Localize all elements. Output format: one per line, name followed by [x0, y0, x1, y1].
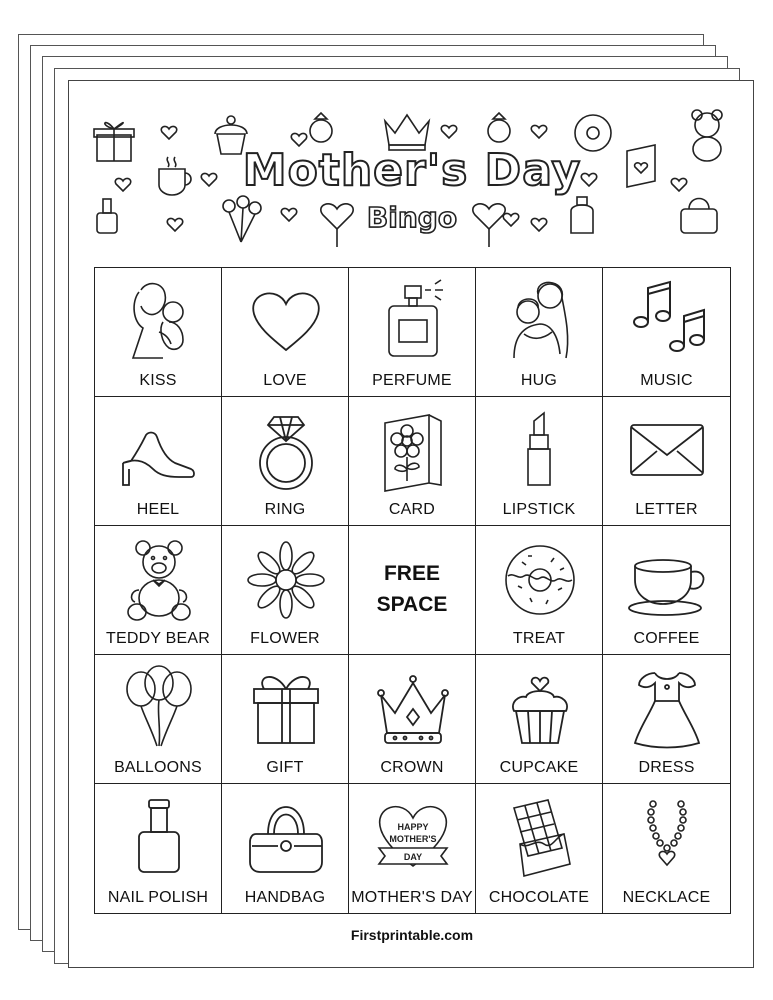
- envelope-icon: [627, 407, 707, 497]
- cell-label: CHOCOLATE: [488, 889, 590, 906]
- cell-label: LETTER: [635, 501, 698, 518]
- bingo-cell-nail-polish[interactable]: [95, 784, 222, 913]
- high-heel-icon: [119, 407, 199, 497]
- free-space-line2: SPACE: [376, 593, 448, 616]
- cell-label: LIPSTICK: [502, 501, 576, 518]
- teddy-bear-icon: [119, 536, 199, 626]
- bingo-cell-perfume[interactable]: [349, 268, 476, 397]
- lipstick-icon: [500, 407, 580, 497]
- cell-label: CUPCAKE: [499, 759, 579, 776]
- cell-label: TREAT: [512, 630, 566, 647]
- badge-line3: DAY: [403, 852, 423, 862]
- bingo-cell-free-space[interactable]: [349, 526, 476, 655]
- crown-icon: [373, 665, 453, 755]
- bingo-cell-chocolate[interactable]: [476, 784, 603, 913]
- free-space-line1: FREE: [383, 562, 440, 585]
- cell-label: HANDBAG: [244, 889, 326, 906]
- cell-label: BALLOONS: [114, 759, 202, 776]
- dress-icon: [627, 665, 707, 755]
- bingo-cell-cupcake[interactable]: [476, 655, 603, 784]
- bingo-cell-treat[interactable]: [476, 526, 603, 655]
- gift-icon: [246, 665, 326, 755]
- cupcake-icon: [500, 665, 580, 755]
- bingo-grid: [94, 267, 731, 914]
- music-notes-icon: [627, 278, 707, 368]
- bingo-cell-kiss[interactable]: [95, 268, 222, 397]
- cell-label: MOTHER'S DAY: [351, 889, 473, 906]
- bingo-cell-dress[interactable]: [603, 655, 730, 784]
- bingo-cell-coffee[interactable]: [603, 526, 730, 655]
- heart-icon: [246, 278, 326, 368]
- donut-icon: [500, 536, 580, 626]
- balloons-icon: [119, 665, 199, 755]
- mothers-day-badge-icon: [373, 794, 453, 884]
- cell-label: NAIL POLISH: [107, 889, 209, 906]
- bingo-cell-lipstick[interactable]: [476, 397, 603, 526]
- cell-label: FLOWER: [250, 630, 320, 647]
- cell-label: MUSIC: [640, 372, 693, 389]
- bingo-cell-teddy-bear[interactable]: [95, 526, 222, 655]
- bingo-cell-card[interactable]: [349, 397, 476, 526]
- bingo-cell-letter[interactable]: [603, 397, 730, 526]
- chocolate-icon: [500, 794, 580, 884]
- page-title: Mother's Day: [242, 145, 582, 196]
- cell-label: DRESS: [638, 759, 695, 776]
- header-decoration: [69, 81, 755, 261]
- cell-label: HUG: [520, 372, 558, 389]
- cell-label: KISS: [139, 372, 177, 389]
- page-subtitle: Bingo: [366, 201, 458, 234]
- bingo-cell-hug[interactable]: [476, 268, 603, 397]
- badge-line2: MOTHER'S: [389, 834, 437, 844]
- bingo-cell-mothers-day[interactable]: [349, 784, 476, 913]
- flower-icon: [246, 536, 326, 626]
- cell-label: PERFUME: [372, 372, 452, 389]
- hug-icon: [500, 278, 580, 368]
- badge-line1: HAPPY: [397, 822, 429, 832]
- bingo-card-page: [68, 80, 754, 968]
- cell-label: LOVE: [263, 372, 307, 389]
- bingo-cell-music[interactable]: [603, 268, 730, 397]
- cell-label: GIFT: [266, 759, 304, 776]
- nail-polish-icon: [119, 794, 199, 884]
- cell-label: NECKLACE: [622, 889, 711, 906]
- bingo-cell-necklace[interactable]: [603, 784, 730, 913]
- kiss-icon: [119, 278, 199, 368]
- bingo-cell-handbag[interactable]: [222, 784, 349, 913]
- ring-icon: [246, 407, 326, 497]
- free-space-label: [349, 558, 475, 620]
- bingo-cell-heel[interactable]: [95, 397, 222, 526]
- bingo-cell-ring[interactable]: [222, 397, 349, 526]
- necklace-icon: [627, 794, 707, 884]
- bingo-cell-crown[interactable]: [349, 655, 476, 784]
- cell-label: CROWN: [380, 759, 444, 776]
- card-icon: [373, 407, 453, 497]
- perfume-icon: [373, 278, 453, 368]
- cell-label: RING: [264, 501, 306, 518]
- bingo-cell-balloons[interactable]: [95, 655, 222, 784]
- coffee-cup-icon: [627, 536, 707, 626]
- bingo-cell-love[interactable]: [222, 268, 349, 397]
- handbag-icon: [246, 794, 326, 884]
- bingo-cell-gift[interactable]: [222, 655, 349, 784]
- cell-label: COFFEE: [633, 630, 700, 647]
- bingo-cell-flower[interactable]: [222, 526, 349, 655]
- cell-label: HEEL: [136, 501, 180, 518]
- cell-label: CARD: [388, 501, 436, 518]
- cell-label: TEDDY BEAR: [106, 630, 210, 647]
- footer-site-link[interactable]: Firstprintable.com: [350, 927, 474, 943]
